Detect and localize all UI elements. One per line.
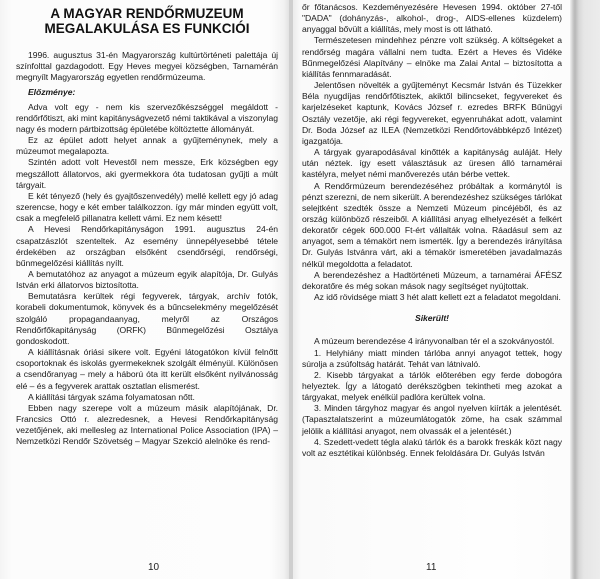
paragraph: Ebben nagy szerepe volt a múzeum másik alapítójának, Dr. Francsics Ottó r. alezredesnek, a Hevesi Rendőrkapitányság vezetőjének, aki mellesleg az International Police Association (IPA) – Nemzetközi Rendőr Szövetség – Magyar Szekció alelnöke és rend- [16, 402, 278, 447]
paragraph: A múzeum berendezése 4 irányvonalban tér el a szokványostól. [314, 336, 555, 347]
paragraph: A tárgyak gyarapodásával kinőtték a kapitányság auláját. Hely után néztek. így esett választásuk az üresen álló tarnamérai kastélyra, melyet némi manőverezés után bérbe vettek. [302, 147, 562, 180]
paragraph: A kiállítási tárgyak száma folyamatosan nőtt. [28, 391, 195, 402]
paragraph: Az idő rövidsége miatt 3 hét alatt kellett ezt a feladatot megoldani. [314, 292, 561, 303]
paragraph: A berendezéshez a Hadtörténeti Múzeum, a tarnamérai ÁFÉSZ dekoratőre és még sokan mások nagy segítséget nyújtottak. [302, 269, 562, 291]
left-page-text [16, 6, 278, 447]
list-item: 3. Minden tárgyhoz magyar és angol nyelven kiírták a jelentését. (Tapasztalatszerint a múzeumlátogatók zöme, ha csak számmal jelölik a kiállítási anyagot, nem olvassák el a jelentését.) [302, 403, 562, 436]
article-title [16, 6, 278, 36]
page-number-right: 11 [426, 562, 437, 573]
list-item: 2. Kisebb tárgyakat a tárlók előterében egy ferde dobogóra helyeztek. Így a látogató derékszögben tekintheti meg azokat a tárgyakat, melyek enélkül padlóra kerültek volna. [302, 369, 562, 403]
paragraph: Ez az épület adott helyet annak a gyűjteménynek, mely a múzeumot megalapozta. [16, 135, 278, 157]
paragraph: Adva volt egy - nem kis szervezőkészséggel megáldott - rendőrfőtiszt, aki mint kapitányságvezető némi taktikával a viszonylag nagy és modern pártbizottság épületébe költöztette állományát. [16, 101, 278, 134]
paragraph: Bemutatásra kerültek régi fegyverek, tárgyak, archív fotók, korabeli dokumentumok, könyvek és a bűncselekmény megelőzését szolgáló propagandaanyag, melyről az Országos Rendőrfőkapitányság (ORFK) Bűnmegelőzési Osztálya gondoskodott. [16, 291, 278, 346]
paragraph: A bemutatóhoz az anyagot a múzeum egyik alapítója, Dr. Gulyás István erki állatorvos biztosította. [16, 268, 278, 291]
right-page-text [302, 2, 562, 459]
paragraph: Természetesen mindehhez pénzre volt szükség. A költségeket a rendőrség magára vállalni nem tudta. Ezért a Heves és Vidéke Bűnmegelőzési Alapítvány – elnöke ma Zalai Antal – biztosította a kiállítás fennmaradását. [302, 35, 562, 79]
title-line-1: A MAGYAR RENDŐRMUZEUM [50, 6, 244, 21]
paragraph: Jelentősen növelték a gyűjteményt Kecsmár István és Tüzekker Béla nyugdíjas rendőrfőtisztek, akiktől bilincseket, fegyvereket és karjelzéseket kaptunk, Kovács József r. ezredes BRFK Bűnügyi Osztály vezetője, aki régi fegyvereket, egyenruhákat adott, valamint Dr. Boda József az ILEA (Nemzetközi Rendőrtovábbképző Intézet) igazgatója. [302, 80, 562, 146]
intro-paragraph: 1996. augusztus 31-én Magyarország kultúrtörténeti palettája új színfolttal gazdagodott. Egy Heves megyei községben, Tarnamérán megnyílt Magyarország egyetlen rendőrmúzeuma. [16, 50, 278, 83]
paragraph: E két tényező (hely és gyajtőszenvedély) mellé kellett egy jó adag szerencse, hogy e két ember találkozzon. így már minden együtt volt, csak a megfelelő pillanatra kellett vámi. Ez nem késett! [16, 190, 278, 224]
paragraph: A Rendőrmúzeum berendezéséhez próbáltak a kormánytól is pénzt szerezni, de nem sikerült. A berendezéshez szükséges tárlókat selejtként szedték össze a Nemzeti Múzeum pincéjéből, és az ország különböző részeiből. A kiállítási anyag elhelyezését a felkért dekoratőr cégek 600.000 Ft-ért vállalták volna. Ráadásul sem az anyagot, sem a témakört nem ismerték. Így a berendezés irányítása Dr. Gulyás Istvánra várt, aki a témakör ismeretében javadalmazás nélkül megoldotta a feladatot. [302, 180, 562, 269]
paragraph-continued: őr főtanácsos. Kezdeményezésére Hevesen 1994. október 27-től "DADA" (dohányzás-, alkohol-, drog-, AIDS-ellenes küzdelem) anyaggal bővült a kiállítás, mely most is ott látható. [302, 2, 562, 35]
section-heading-sikerult: Sikerült! [415, 313, 449, 324]
title-line-2: MEGALAKULÁSA ES FUNKCIÓI [44, 21, 250, 36]
paragraph: Szintén adott volt Hevestől nem messze, Erk községben egy megszállott állatorvos, aki gyermekkora óta tudatosan gyűjti a múlt tárgyait. [16, 157, 278, 190]
list-item: 4. Szedett-vedett tégla alakú tárlók és a barokk freskák közt nagy volt az esztétikai különbség. Ennek feloldására Dr. Gulyás István [302, 436, 562, 458]
paragraph: A kiállításnak óriási sikere volt. Egyéni látogatókon kívül felnőtt csoportoknak és iskolás gyermekeknek szolgált élményül. Különösen a csendőranyag – mely a háború óta itt került elsőként nyilvánosság elé – és a fegyverek arattak osztatlan elismerést. [16, 347, 278, 391]
section-heading-elozmenye: Előzménye: [28, 87, 76, 98]
paragraph: A Hevesi Rendőrkapitányságon 1991. augusztus 24-én csapatzászlót szenteltek. Az esemény ünnepélyesebbé tétele érdekében az országban elsőként csendőrségi, rendőrségi, bűnmegelőzési kiállítás nyílt. [16, 224, 278, 268]
page-number-left: 10 [148, 562, 160, 573]
page-edge-shadow [570, 0, 600, 579]
list-item: 1. Helyhiány miatt minden tárlóba annyi anyagot tettek, hogy súrolja a zsúfoltság határát. Tehát van látnivaló. [302, 347, 562, 369]
